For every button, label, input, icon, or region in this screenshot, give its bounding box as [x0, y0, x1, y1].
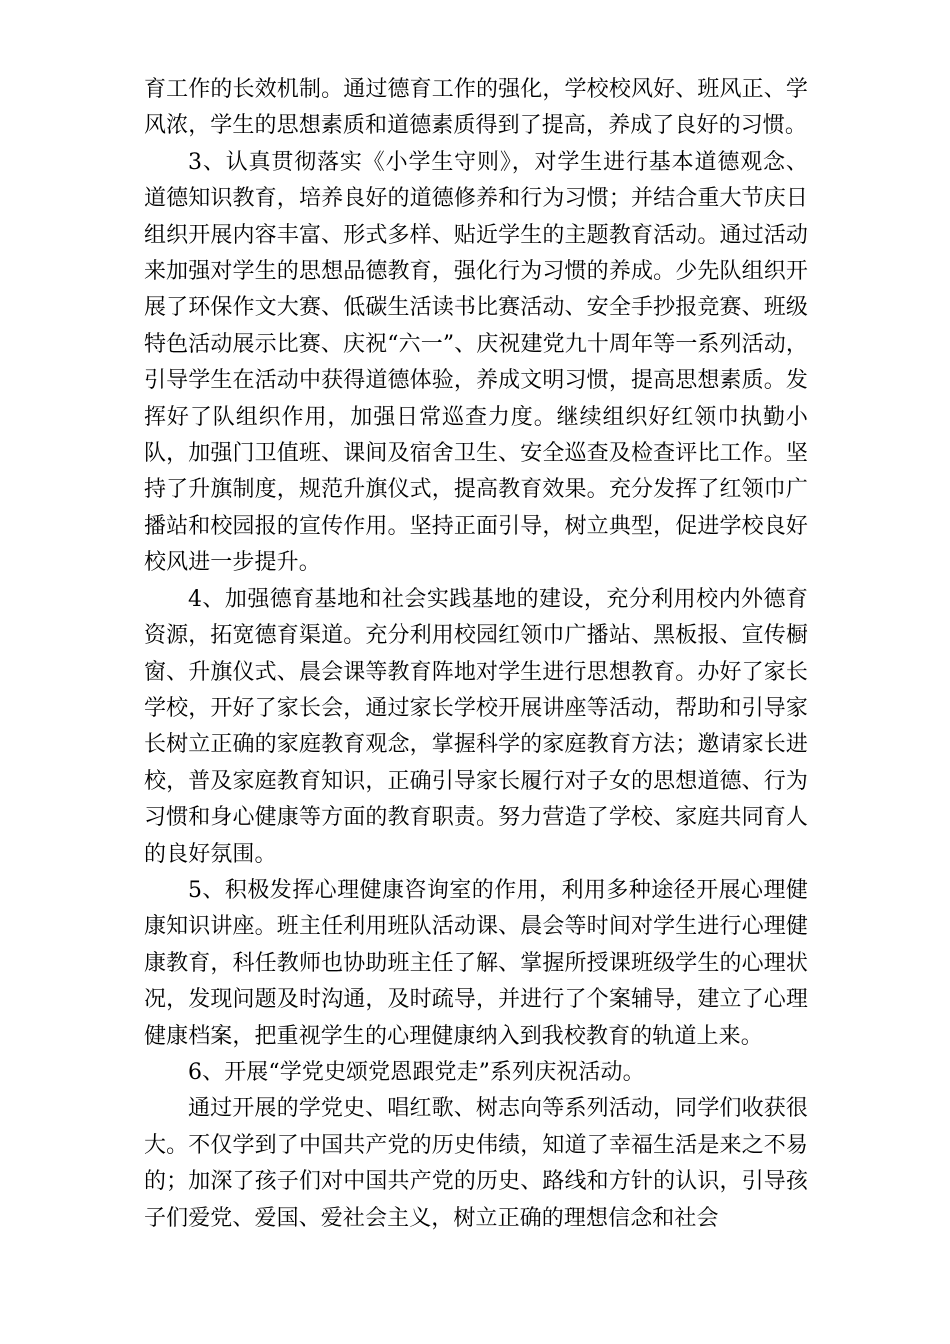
paragraph-item-6-heading: 6、开展“学党史颂党恩跟党走”系列庆祝活动。	[188, 1059, 645, 1085]
paragraph-item-3: 3、认真贯彻落实《小学生守则》，对学生进行基本道德观念、道德知识教育，培养良好的道德修养和行为习惯；并结合重大节庆日组织开展内容丰富、形式多样、贴近学生的主题教育活动。通过活动来加强对学生的思想品德教育，强化行为习惯的养成。少先队组织开展了环保作文大赛、低碳生活读书比赛活动、安全手抄报竞赛、班级特色活动展示比赛、庆祝“六一”、庆祝建党九十周年等一系列活动，引导学生在活动中获得道德体验，养成文明习惯，提高思想素质。发挥好了队组织作用，加强日常巡查力度。继续组织好红领巾执勤小队，加强门卫值班、课间及宿舍卫生、安全巡查及检查评比工作。坚持了升旗制度，规范升旗仪式，提高教育效果。充分发挥了红领巾广播站和校园报的宣传作用。坚持正面引导，树立典型，促进学校良好校风进一步提升。	[144, 149, 808, 576]
paragraph-continuation: 育工作的长效机制。通过德育工作的强化，学校校风好、班风正、学风浓，学生的思想素质和道德素质得到了提高，养成了良好的习惯。	[144, 77, 808, 139]
paragraph-item-4: 4、加强德育基地和社会实践基地的建设，充分利用校内外德育资源，拓宽德育渠道。充分利用校园红领巾广播站、黑板报、宣传橱窗、升旗仪式、晨会课等教育阵地对学生进行思想教育。办好了家长学校，开好了家长会，通过家长学校开展讲座等活动，帮助和引导家长树立正确的家庭教育观念，掌握科学的家庭教育方法；邀请家长进校，普及家庭教育知识，正确引导家长履行对子女的思想道德、行为习惯和身心健康等方面的教育职责。努力营造了学校、家庭共同育人的良好氛围。	[144, 586, 808, 867]
document-page	[144, 72, 808, 1237]
paragraph-item-6-body: 通过开展的学党史、唱红歌、树志向等系列活动，同学们收获很大。不仅学到了中国共产党的历史伟绩，知道了幸福生活是来之不易的；加深了孩子们对中国共产党的历史、路线和方针的认识，引导孩子们爱党、爱国、爱社会主义，树立正确的理想信念和社会	[144, 1096, 808, 1231]
paragraph-item-5: 5、积极发挥心理健康咨询室的作用，利用多种途径开展心理健康知识讲座。班主任利用班队活动课、晨会等时间对学生进行心理健康教育，科任教师也协助班主任了解、掌握所授课班级学生的心理状况，发现问题及时沟通，及时疏导，并进行了个案辅导，建立了心理健康档案，把重视学生的心理健康纳入到我校教育的轨道上来。	[144, 877, 808, 1049]
